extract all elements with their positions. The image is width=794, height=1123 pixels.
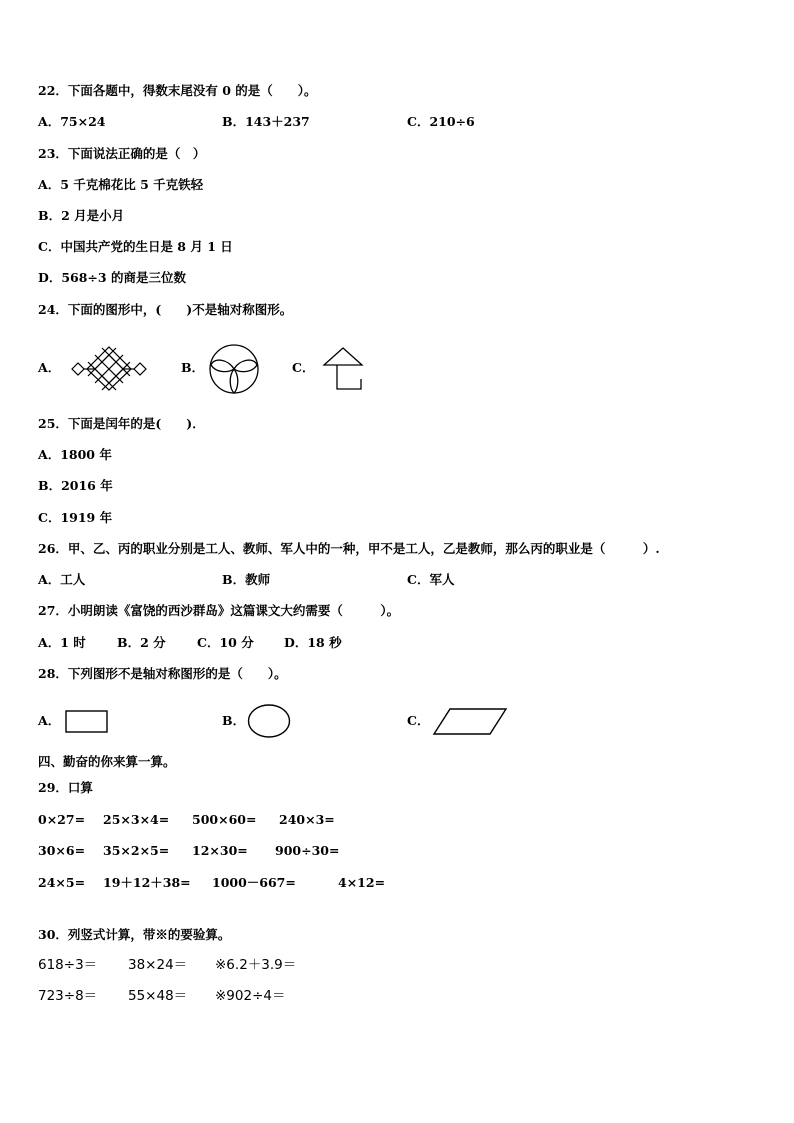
q27-option-d: D．18 秒 <box>284 635 342 650</box>
q30-r2-c3: ※902÷4＝ <box>215 988 286 1004</box>
q23-option-c: C．中国共产党的生日是 8 月 1 日 <box>38 239 233 254</box>
q29-r3-c4: 4×12= <box>338 875 386 890</box>
q24-label-b: B． <box>181 360 205 375</box>
rectangle-figure-icon <box>64 709 110 735</box>
q22-stem: 22．下面各题中，得数末尾没有 0 的是（ ）。 <box>38 83 317 98</box>
q29-r2-c2: 35×2×5= <box>103 843 170 858</box>
q24-label-c: C． <box>292 360 315 375</box>
q29-r1-c3: 500×60= <box>192 812 257 827</box>
q26-stem: 26．甲、乙、丙的职业分别是工人、教师、军人中的一种，甲不是工人，乙是教师，那么丙的职业是（ ）. <box>38 541 660 556</box>
q23-stem: 23．下面说法正确的是（ ） <box>38 146 206 161</box>
ellipse-figure-icon <box>246 703 292 739</box>
q22-option-c: C．210÷6 <box>407 114 475 129</box>
q29-r2-c3: 12×30= <box>192 843 248 858</box>
q30-title: 30．列竖式计算，带※的要验算。 <box>38 927 231 942</box>
q29-r3-c2: 19＋12＋38= <box>103 875 191 890</box>
q28-stem: 28．下列图形不是轴对称图形的是（ ）。 <box>38 666 287 681</box>
q30-r1-c3: ※6.2＋3.9＝ <box>215 957 297 973</box>
q29-r3-c1: 24×5= <box>38 875 86 890</box>
section-4-title: 四、勤奋的你来算一算。 <box>38 754 176 769</box>
parallelogram-figure-icon <box>432 707 510 737</box>
q24-stem: 24．下面的图形中，( )不是轴对称图形。 <box>38 302 293 317</box>
q30-r1-c1: 618÷3＝ <box>38 957 98 973</box>
q28-label-b: B． <box>222 713 246 728</box>
q29-r2-c4: 900÷30= <box>275 843 340 858</box>
q29-r1-c1: 0×27= <box>38 812 86 827</box>
q28-label-a: A． <box>38 713 61 728</box>
q27-option-b: B．2 分 <box>117 635 166 650</box>
q29-r3-c3: 1000－667= <box>212 875 296 890</box>
q29-r2-c1: 30×6= <box>38 843 86 858</box>
circle-trefoil-figure-icon <box>208 343 260 395</box>
q29-title: 29．口算 <box>38 780 93 795</box>
q29-r1-c4: 240×3= <box>279 812 335 827</box>
q27-option-a: A．1 时 <box>38 635 86 650</box>
q26-option-c: C．军人 <box>407 572 455 587</box>
q27-stem: 27．小明朗读《富饶的西沙群岛》这篇课文大约需要（ ）。 <box>38 603 400 618</box>
q23-option-a: A．5 千克棉花比 5 千克铁轻 <box>38 177 204 192</box>
q25-option-a: A．1800 年 <box>38 447 112 462</box>
q28-label-c: C． <box>407 713 430 728</box>
q22-option-b: B．143＋237 <box>222 114 310 129</box>
q26-option-a: A．工人 <box>38 572 86 587</box>
arrow-hook-figure-icon <box>321 345 365 392</box>
q22-option-a: A．75×24 <box>38 114 106 129</box>
q27-option-c: C．10 分 <box>197 635 254 650</box>
q26-option-b: B．教师 <box>222 572 271 587</box>
q30-r1-c2: 38×24＝ <box>128 957 188 973</box>
q23-option-b: B．2 月是小月 <box>38 208 125 223</box>
q24-label-a: A． <box>38 360 61 375</box>
q30-r2-c2: 55×48＝ <box>128 988 188 1004</box>
q25-option-c: C．1919 年 <box>38 510 113 525</box>
knot-figure-icon <box>68 344 150 392</box>
q25-option-b: B．2016 年 <box>38 478 113 493</box>
q23-option-d: D．568÷3 的商是三位数 <box>38 270 186 285</box>
q30-r2-c1: 723÷8＝ <box>38 988 98 1004</box>
q29-r1-c2: 25×3×4= <box>103 812 170 827</box>
q25-stem: 25．下面是闰年的是( )． <box>38 416 205 431</box>
